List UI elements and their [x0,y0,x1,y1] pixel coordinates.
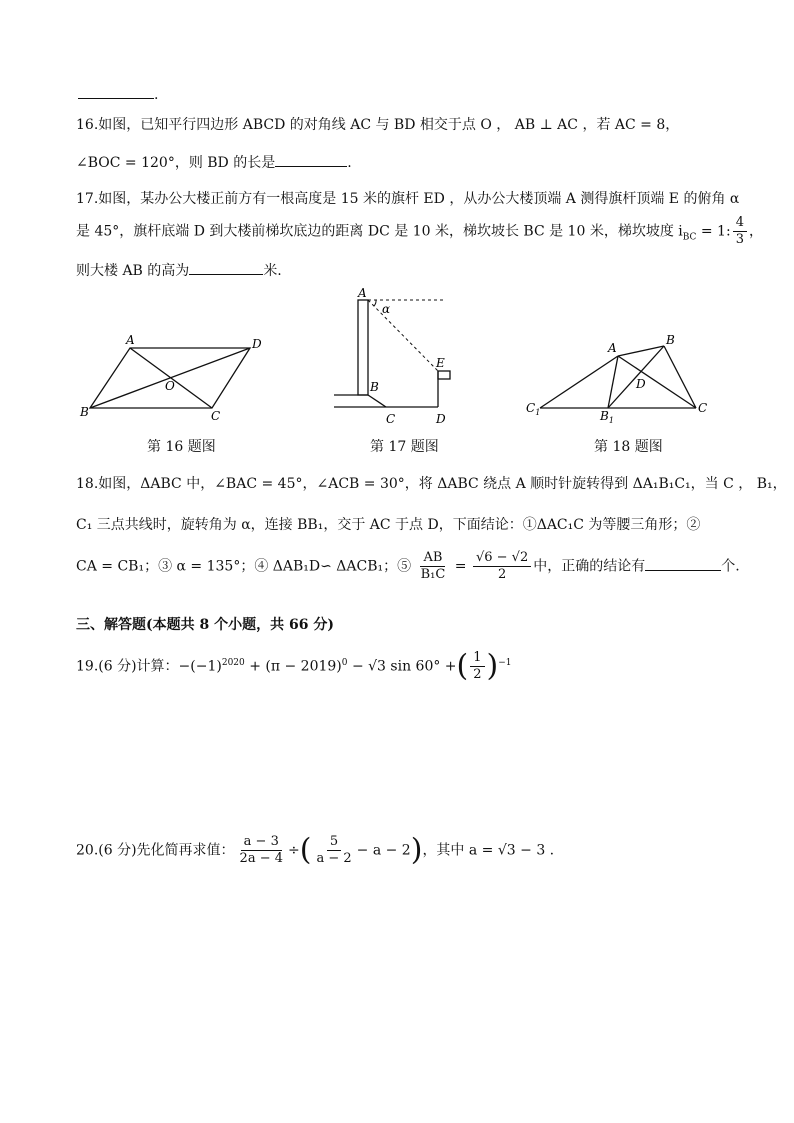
ratio-fraction: $\frac{AB}{\text{B₁C}}$ [420,550,446,582]
label-alpha: α [382,302,391,316]
label-e: E [436,356,445,370]
angle-arc [374,300,376,306]
segment-ac [618,356,696,408]
caption-18: 第 18 题图 [594,439,663,455]
q17-line3: 则大楼 AB 的高为 米. [76,260,282,280]
label-d: D [252,337,262,351]
segment-c1a [540,356,618,408]
q20: 20.(6 分)先化简再求值： $\frac{a - 3}{2a - 4}$ ÷( $\frac{5}{a - 2}$ − a − 2)，其中 a = √3 − 3 . [76,832,555,868]
label-b: B [80,405,89,419]
label-c: C [698,401,708,415]
q18-line3: CA = CB₁；③ α = 135°；④ ΔAB₁D∽ ΔACB₁；⑤ $\frac{AB}{\text{B₁C}}$ = $\frac{√6 - √2}{2}$ 中，正确的结论有 个. [76,550,740,582]
figure-16 [70,328,280,428]
caption-17: 第 17 题图 [370,439,439,455]
label-d: D [636,377,646,391]
label-a: A [126,333,135,347]
slope-bc [368,395,386,407]
q18-line1: 18.如图，ΔABC 中，∠BAC = 45°，∠ACB = 30°，将 ΔABC 绕点 A 顺时针旋转得到 ΔA₁B₁C₁，当 C ， B₁， [76,476,787,492]
fraction-1: $\frac{a - 3}{2a - 4}$ [239,834,283,866]
q17-line2: 是 45°，旗杆底端 D 到大楼前梯坎底边的距离 DC 是 10 米，梯坎坡长 BC 是 10 米，梯坎坡度 $i_{BC} = 1$: $\frac{4}{3}$ ， [76,215,763,247]
q18-line2: C₁ 三点共线时，旋转角为 α，连接 BB₁，交于 AC 于点 D，下面结论：①ΔAC₁C 为等腰三角形；② [76,517,701,533]
fraction-2: $\frac{5}{a - 2}$ [316,834,352,866]
q15-answer-blank [78,84,154,99]
slope-fraction: $\frac{4}{3}$ [733,215,747,248]
building-ab [358,300,368,395]
label-c: C [386,412,396,426]
diagonal-bd [90,348,250,408]
q16-line1: 16.如图，已知平行四边形 ABCD 的对角线 AC 与 BD 相交于点 O ， AB ⊥ AC ，若 AC = 8， [76,117,680,133]
figure-17 [330,285,470,430]
label-c1: $C_1$ [526,401,541,417]
q17-line1: 17.如图，某办公大楼正前方有一根高度是 15 米的旗杆 ED ，从办公大楼顶端 A 测得旗杆顶端 E 的俯角 α [76,191,740,207]
label-d: D [436,412,446,426]
q19: 19.(6 分)计算：$-(-1)^{2020} + (\pi - 2019)^0 - √3$ sin 60° +( $\frac{1}{2}$ )$^{-1}$ [76,648,512,684]
q15-tail: . [78,84,158,103]
flag [438,371,450,379]
label-c: C [211,409,221,423]
q18-answer-blank [645,556,721,571]
label-b1: $B_1$ [600,409,614,425]
label-a: A [358,286,367,300]
label-b: B [666,333,675,347]
sightline-ae [368,300,438,371]
q17-answer-blank [189,260,263,275]
label-b: B [370,380,379,394]
q16-line2: ∠BOC = 120°，则 BD 的长是 . [76,152,352,172]
segment-bc [664,346,696,408]
caption-16: 第 16 题图 [147,439,216,455]
label-o: O [165,379,175,393]
value-fraction: $\frac{√6 - √2}{2}$ [473,550,531,583]
section-heading: 三、解答题(本题共 8 个小题，共 66 分) [76,617,334,633]
q16-answer-blank [275,152,347,167]
label-a: A [608,341,617,355]
segment-ab1 [608,356,618,408]
figure-18 [520,330,720,430]
half-fraction: $\frac{1}{2}$ [470,650,484,683]
